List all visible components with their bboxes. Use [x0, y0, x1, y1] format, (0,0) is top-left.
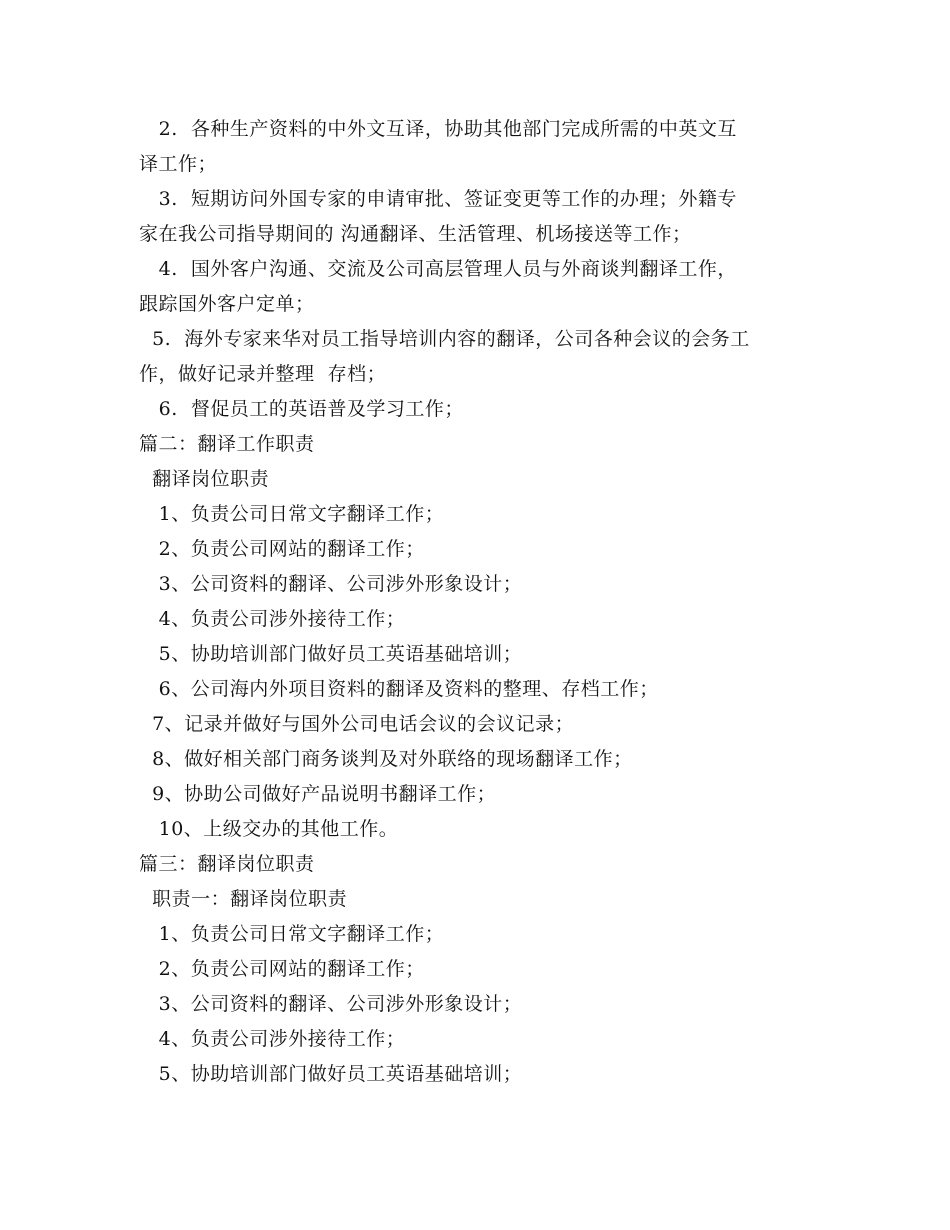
text-line: 10、上级交办的其他工作。: [139, 818, 399, 840]
text-line: 4. 国外客户沟通、交流及公司高层管理人员与外商谈判翻译工作，: [139, 258, 737, 280]
text-line: 1、负责公司日常文字翻译工作；: [139, 503, 445, 525]
text-line: 8、做好相关部门商务谈判及对外联络的现场翻译工作；: [139, 748, 633, 770]
text-line: 3、公司资料的翻译、公司涉外形象设计；: [139, 573, 523, 595]
text-line: 5、协助培训部门做好员工英语基础培训；: [139, 1063, 523, 1085]
text-line: 5、协助培训部门做好员工英语基础培训；: [139, 643, 523, 665]
text-line: 6. 督促员工的英语普及学习工作；: [139, 398, 464, 420]
text-line: 作，做好记录并整理 存档；: [139, 363, 387, 385]
text-line: 2、负责公司网站的翻译工作；: [139, 958, 425, 980]
text-line: 3. 短期访问外国专家的申请审批、签证变更等工作的办理；外籍专: [139, 188, 737, 210]
text-line: 2、负责公司网站的翻译工作；: [139, 538, 425, 560]
section-heading: 篇三：翻译岗位职责: [139, 853, 315, 875]
subsection-heading: 职责一：翻译岗位职责: [139, 888, 348, 910]
document-body: [139, 112, 819, 1092]
text-line: 9、协助公司做好产品说明书翻译工作；: [139, 783, 497, 805]
text-line: 7、记录并做好与国外公司电话会议的会议记录；: [139, 713, 575, 735]
text-line: 4、负责公司涉外接待工作；: [139, 608, 406, 630]
text-line: 2. 各种生产资料的中外文互译，协助其他部门完成所需的中英文互: [139, 118, 737, 140]
text-line: 家在我公司指导期间的 沟通翻译、生活管理、机场接送等工作；: [139, 223, 692, 245]
text-line: 5. 海外专家来华对员工指导培训内容的翻译，公司各种会议的会务工: [139, 328, 750, 350]
subsection-heading: 翻译岗位职责: [139, 468, 270, 490]
text-line: 3、公司资料的翻译、公司涉外形象设计；: [139, 993, 523, 1015]
section-heading: 篇二：翻译工作职责: [139, 433, 315, 455]
text-line: 6、公司海内外项目资料的翻译及资料的整理、存档工作；: [139, 678, 659, 700]
text-line: 4、负责公司涉外接待工作；: [139, 1028, 406, 1050]
text-line: 1、负责公司日常文字翻译工作；: [139, 923, 445, 945]
text-line: 译工作；: [139, 153, 218, 175]
text-line: 跟踪国外客户定单；: [139, 293, 315, 315]
